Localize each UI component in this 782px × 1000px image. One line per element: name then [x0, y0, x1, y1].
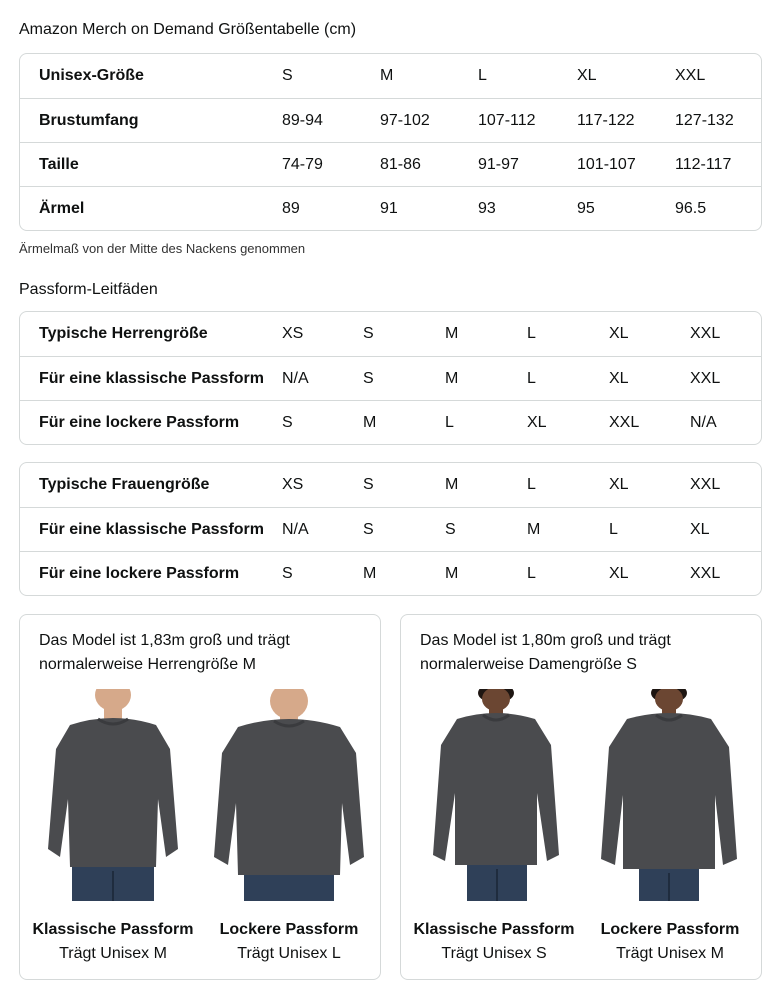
size-chart-cell: XXL: [675, 67, 706, 84]
men-fit-cell: XL: [527, 414, 547, 431]
women-fit-cell: S: [363, 476, 374, 493]
female-classic-fit-title: Klassische Passform: [413, 921, 575, 938]
size-chart-cell: 107-112: [478, 112, 536, 129]
female-classic-fit-image: [409, 689, 579, 901]
women-fit-cell: M: [445, 565, 459, 582]
size-chart-cell: 93: [478, 200, 496, 217]
female-model-card: [400, 614, 762, 980]
size-chart-table: [19, 53, 762, 231]
male-model-description: Das Model ist 1,83m groß und trägt normalerweise Herrengröße M: [39, 632, 290, 673]
male-loose-fit-title: Lockere Passform: [219, 921, 359, 938]
women-fit-cell: M: [363, 565, 377, 582]
size-chart-cell: 112-117: [675, 156, 732, 173]
men-fit-row: [20, 400, 761, 444]
size-chart-row: [20, 186, 761, 230]
size-chart-cell: 91: [380, 200, 398, 217]
women-fit-table: [19, 462, 762, 596]
men-fit-cell: S: [282, 414, 293, 431]
men-fit-cell: M: [363, 414, 377, 431]
men-fit-cell: XXL: [690, 325, 721, 342]
fit-guide-title: Passform-Leitfäden: [19, 281, 158, 298]
size-chart-cell: 127-132: [675, 112, 734, 129]
size-chart-cell: 101-107: [577, 156, 636, 173]
men-fit-row-label: Für eine lockere Passform: [39, 414, 240, 431]
women-fit-cell: S: [363, 521, 374, 538]
size-chart-title: Amazon Merch on Demand Größentabelle (cm): [19, 21, 357, 38]
men-fit-cell: M: [445, 370, 459, 387]
women-fit-row-label: Für eine lockere Passform: [39, 565, 240, 582]
men-fit-cell: L: [527, 370, 536, 387]
size-chart-cell: 96.5: [675, 200, 707, 217]
women-fit-cell: M: [445, 476, 459, 493]
female-loose-fit-title: Lockere Passform: [600, 921, 740, 938]
size-chart-row: [20, 98, 761, 142]
male-loose-fit-size: Trägt Unisex L: [237, 945, 341, 962]
men-fit-cell: L: [527, 325, 536, 342]
size-chart-cell: 74-79: [282, 156, 323, 173]
size-chart-cell: 97-102: [380, 112, 430, 129]
men-fit-table: [19, 311, 762, 445]
women-fit-row: [20, 463, 761, 507]
men-fit-row-label: Typische Herrengröße: [39, 325, 208, 342]
women-fit-cell: L: [527, 476, 536, 493]
female-loose-fit-image: [585, 689, 755, 901]
women-fit-cell: XXL: [690, 565, 721, 582]
size-chart-cell: 95: [577, 200, 595, 217]
size-chart-row: [20, 142, 761, 186]
women-fit-cell: S: [282, 565, 293, 582]
men-fit-cell: S: [363, 370, 374, 387]
size-chart-cell: L: [478, 67, 487, 84]
size-chart-cell: 91-97: [478, 156, 519, 173]
size-chart-cell: 89: [282, 200, 300, 217]
men-fit-cell: N/A: [282, 370, 309, 387]
women-fit-cell: S: [445, 521, 456, 538]
men-fit-cell: L: [445, 414, 454, 431]
women-fit-row-label: Für eine klassische Passform: [39, 521, 264, 538]
women-fit-cell: L: [527, 565, 536, 582]
female-loose-fit-size: Trägt Unisex M: [616, 945, 724, 962]
women-fit-cell: N/A: [282, 521, 309, 538]
size-chart-cell: 81-86: [380, 156, 421, 173]
women-fit-cell: L: [609, 521, 618, 538]
men-fit-cell: XL: [609, 325, 629, 342]
men-fit-cell: M: [445, 325, 459, 342]
size-chart-cell: 89-94: [282, 112, 323, 129]
male-model-card: [19, 614, 381, 980]
women-fit-row: [20, 551, 761, 595]
men-fit-row-label: Für eine klassische Passform: [39, 370, 264, 387]
male-classic-fit-size: Trägt Unisex M: [59, 945, 167, 962]
women-fit-cell: XXL: [690, 476, 721, 493]
women-fit-cell: M: [527, 521, 541, 538]
men-fit-row: [20, 356, 761, 400]
women-fit-row-label: Typische Frauengröße: [39, 476, 210, 493]
men-fit-cell: XL: [609, 370, 629, 387]
size-chart-cell: S: [282, 67, 293, 84]
sleeve-note: Ärmelmaß von der Mitte des Nackens genommen: [19, 241, 306, 256]
female-model-description: Das Model ist 1,80m groß und trägt normalerweise Damengröße S: [420, 632, 671, 673]
men-fit-cell: XXL: [609, 414, 640, 431]
women-fit-cell: XL: [609, 476, 629, 493]
male-classic-fit-image: [28, 689, 198, 901]
men-fit-cell: XS: [282, 325, 304, 342]
size-chart-cell: 117-122: [577, 112, 635, 129]
male-loose-fit-image: [204, 689, 374, 901]
women-fit-row: [20, 507, 761, 551]
men-fit-cell: XXL: [690, 370, 721, 387]
men-fit-cell: S: [363, 325, 374, 342]
size-chart-row-label: Taille: [39, 156, 79, 173]
size-chart-row-label: Ärmel: [39, 200, 85, 217]
women-fit-cell: XL: [690, 521, 710, 538]
size-chart-cell: M: [380, 67, 394, 84]
size-chart-row-label: Brustumfang: [39, 112, 139, 129]
men-fit-cell: N/A: [690, 414, 717, 431]
male-classic-fit-title: Klassische Passform: [32, 921, 194, 938]
size-chart-cell: XL: [577, 67, 597, 84]
men-fit-row: [20, 312, 761, 356]
women-fit-cell: XL: [609, 565, 629, 582]
size-chart-row-label: Unisex-Größe: [39, 67, 144, 84]
size-chart-row: [20, 54, 761, 98]
women-fit-cell: XS: [282, 476, 304, 493]
female-classic-fit-size: Trägt Unisex S: [441, 945, 547, 962]
